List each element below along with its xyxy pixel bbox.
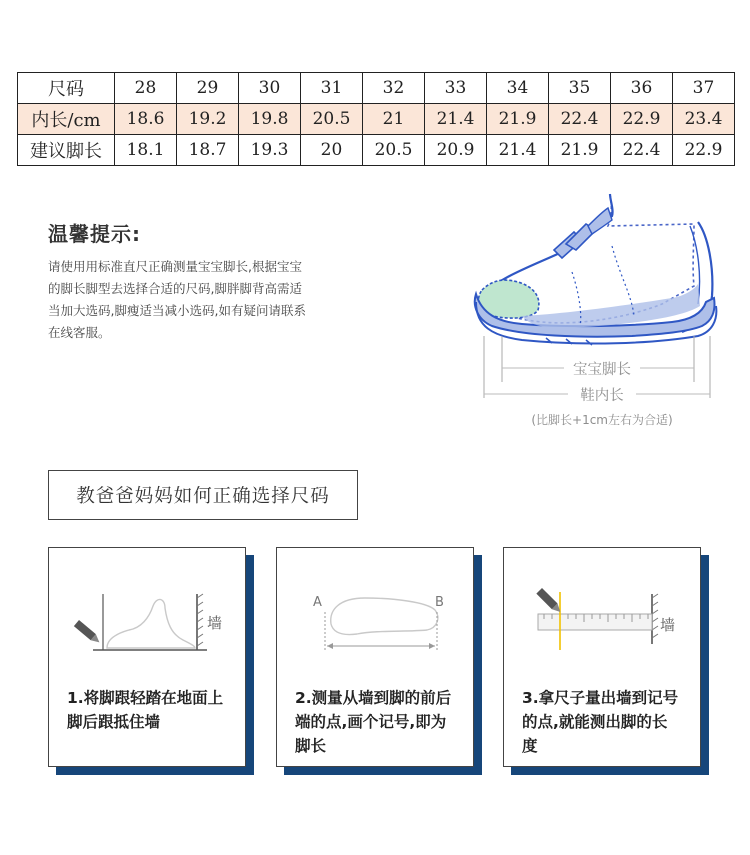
table-cell: 19.2 (177, 104, 239, 135)
step-text-line: 端的点,画个记号,即为 (295, 713, 447, 731)
step-3-illustration (504, 548, 702, 678)
step-1-illustration (49, 548, 247, 678)
shoe-inner-length-label: 鞋内长 (580, 388, 624, 404)
table-cell: 36 (611, 73, 673, 104)
table-cell: 21.9 (487, 104, 549, 135)
table-cell: 22.9 (611, 104, 673, 135)
baby-foot-length-label: 宝宝脚长 (573, 362, 631, 378)
how-to-choose-banner: 教爸爸妈妈如何正确选择尺码 (48, 470, 358, 520)
step-text-line: 脚后跟抵住墙 (67, 713, 161, 731)
table-cell: 21 (363, 104, 425, 135)
table-cell: 29 (177, 73, 239, 104)
table-cell: 21.4 (487, 135, 549, 166)
step-3-description (522, 686, 692, 758)
table-row (18, 104, 735, 135)
step-2-illustration (277, 548, 475, 678)
tips-text (48, 256, 368, 344)
table-cell: 22.4 (549, 104, 611, 135)
card-body (503, 547, 701, 767)
table-cell: 20 (301, 135, 363, 166)
table-cell: 19.3 (239, 135, 301, 166)
step-1-description (67, 686, 237, 734)
tips-line: 请使用用标准直尺正确测量宝宝脚长,根据宝宝 (48, 259, 302, 274)
table-cell: 20.9 (425, 135, 487, 166)
step-text-line: 的点,就能测出脚的长 (522, 713, 668, 731)
table-cell: 18.7 (177, 135, 239, 166)
shoe-tongue (588, 208, 612, 234)
wall-label: 墙 (207, 614, 223, 632)
table-cell: 35 (549, 73, 611, 104)
table-cell: 18.1 (115, 135, 177, 166)
table-cell: 37 (673, 73, 735, 104)
step-text-line: 1.将脚跟轻踏在地面上 (67, 689, 224, 707)
size-chart-table (17, 72, 735, 166)
table-cell: 20.5 (301, 104, 363, 135)
row-header: 建议脚长 (18, 135, 115, 166)
table-cell: 19.8 (239, 104, 301, 135)
step-2-description (295, 686, 465, 758)
pencil-icon (74, 620, 102, 645)
footprint-outline (331, 598, 438, 635)
foot-outline (107, 599, 195, 648)
tips-line: 的脚长脚型去选择合适的尺码,脚胖脚背高需适 (48, 281, 302, 296)
table-cell: 23.4 (673, 104, 735, 135)
table-cell: 30 (239, 73, 301, 104)
wall-label: 墙 (660, 616, 676, 634)
row-header: 内长/cm (18, 104, 115, 135)
shoe-measurement-diagram (462, 186, 732, 436)
step-card-2 (276, 547, 482, 773)
point-b-label: B (435, 595, 444, 610)
tips-title: 温馨提示: (48, 222, 141, 246)
step-card-1 (48, 547, 254, 773)
table-cell: 21.9 (549, 135, 611, 166)
table-row (18, 135, 735, 166)
step-text-line: 度 (522, 737, 538, 755)
table-cell: 21.4 (425, 104, 487, 135)
table-cell: 28 (115, 73, 177, 104)
tips-line: 当加大选码,脚瘦适当减小选码,如有疑问请联系 (48, 303, 306, 318)
table-cell: 31 (301, 73, 363, 104)
card-body (48, 547, 246, 767)
table-cell: 32 (363, 73, 425, 104)
ruler-icon (538, 614, 652, 630)
fit-note: (比脚长+1cm左右为合适) (531, 413, 673, 427)
table-cell: 33 (425, 73, 487, 104)
table-cell: 20.5 (363, 135, 425, 166)
step-text-line: 脚长 (295, 737, 327, 755)
tips-line: 在线客服。 (48, 325, 111, 340)
table-cell: 22.4 (611, 135, 673, 166)
step-text-line: 3.拿尺子量出墙到记号 (522, 689, 679, 707)
table-row (18, 73, 735, 104)
point-a-label: A (313, 595, 322, 610)
pencil-icon (536, 588, 563, 615)
table-cell: 18.6 (115, 104, 177, 135)
card-body (276, 547, 474, 767)
table-cell: 34 (487, 73, 549, 104)
step-card-3 (503, 547, 709, 773)
step-text-line: 2.测量从墙到脚的前后 (295, 689, 452, 707)
table-cell: 22.9 (673, 135, 735, 166)
row-header: 尺码 (18, 73, 115, 104)
